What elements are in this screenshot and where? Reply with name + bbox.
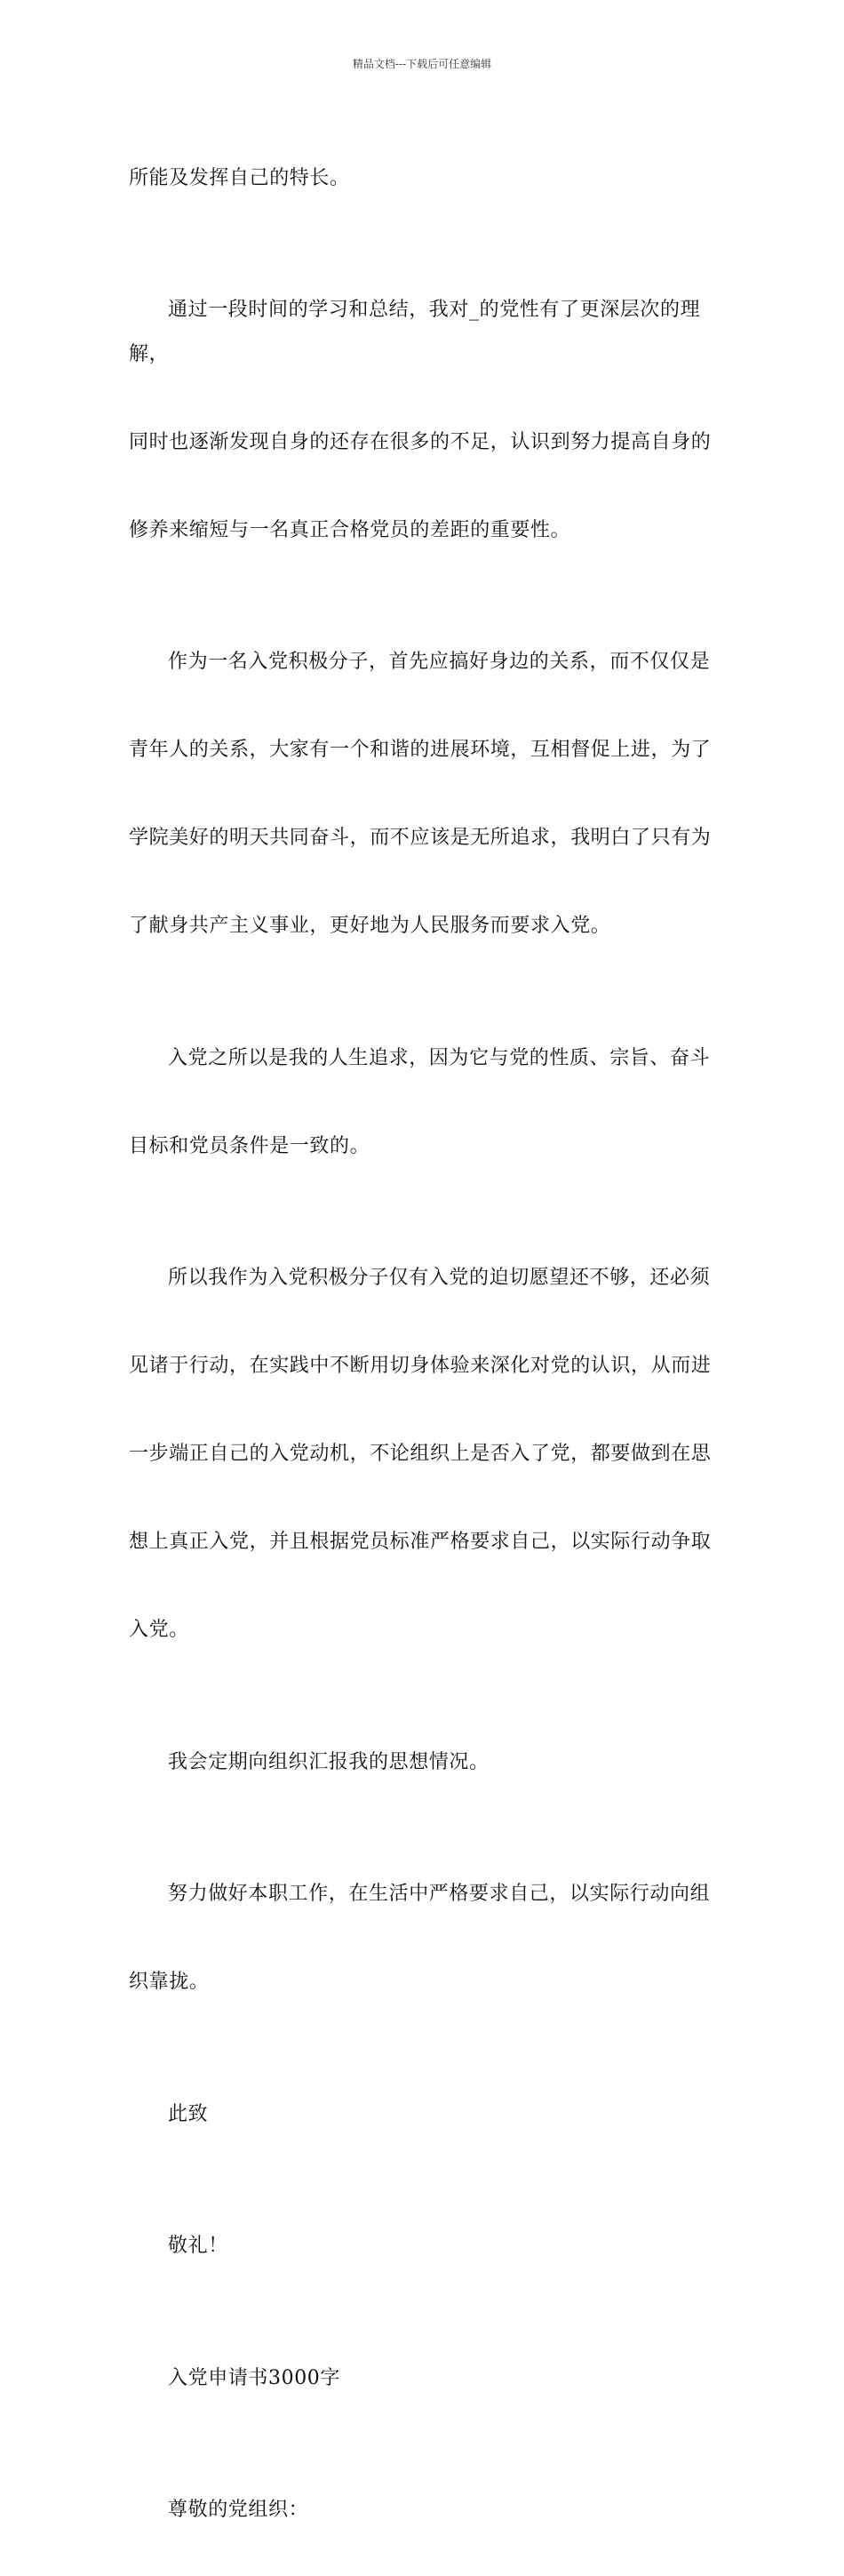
text-line: 青年人的关系，大家有一个和谐的进展环境，互相督促上进，为了 bbox=[129, 728, 720, 772]
page-header: 精品文档---下载后可任意编辑 bbox=[0, 57, 844, 71]
paragraph bbox=[129, 112, 720, 244]
text-line: 入党申请书3000字 bbox=[129, 2356, 720, 2401]
closing-line bbox=[129, 2048, 720, 2180]
text-line: 尊敬的党组织： bbox=[129, 2488, 720, 2532]
text-line: 了献身共产主义事业，更好地为人民服务而要求入党。 bbox=[129, 904, 720, 948]
text-line: 所能及发挥自己的特长。 bbox=[129, 156, 720, 201]
text-line: 所以我作为入党积极分子仅有入党的迫切愿望还不够，还必须 bbox=[129, 1256, 720, 1300]
text-line: 想上真正入党，并且根据党员标准严格要求自己，以实际行动争取 bbox=[129, 1520, 720, 1564]
paragraph bbox=[129, 596, 720, 993]
text-line: 此致 bbox=[129, 2092, 720, 2137]
text-line: 同时也逐渐发现自身的还存在很多的不足，认识到努力提高自身的 bbox=[129, 420, 720, 465]
text-line: 作为一名入党积极分子，首先应搞好身边的关系，而不仅仅是 bbox=[129, 640, 720, 684]
paragraph bbox=[129, 1212, 720, 1697]
text-line: 织靠拢。 bbox=[129, 1960, 720, 2004]
greeting-line bbox=[129, 2444, 720, 2576]
text-line: 学院美好的明天共同奋斗，而不应该是无所追求，我明白了只有为 bbox=[129, 816, 720, 860]
salutation-line bbox=[129, 2180, 720, 2313]
section-title bbox=[129, 2312, 720, 2444]
document-body bbox=[129, 112, 720, 2576]
paragraph bbox=[129, 244, 720, 596]
text-line: 修养来缩短与一名真正合格党员的差距的重要性。 bbox=[129, 508, 720, 553]
paragraph bbox=[129, 992, 720, 1212]
text-line: 入党之所以是我的人生追求，因为它与党的性质、宗旨、奋斗 bbox=[129, 1036, 720, 1081]
text-line: 敬礼！ bbox=[129, 2224, 720, 2268]
text-line: 通过一段时间的学习和总结，我对_的党性有了更深层次的理解， bbox=[129, 288, 720, 376]
paragraph bbox=[129, 1696, 720, 1828]
text-line: 见诸于行动，在实践中不断用切身体验来深化对党的认识，从而进 bbox=[129, 1344, 720, 1388]
text-line: 我会定期向组织汇报我的思想情况。 bbox=[129, 1740, 720, 1785]
text-line: 入党。 bbox=[129, 1608, 720, 1652]
text-line: 目标和党员条件是一致的。 bbox=[129, 1124, 720, 1169]
text-line: 努力做好本职工作，在生活中严格要求自己，以实际行动向组 bbox=[129, 1872, 720, 1916]
paragraph bbox=[129, 1828, 720, 2049]
text-line: 一步端正自己的入党动机，不论组织上是否入了党，都要做到在思 bbox=[129, 1432, 720, 1476]
